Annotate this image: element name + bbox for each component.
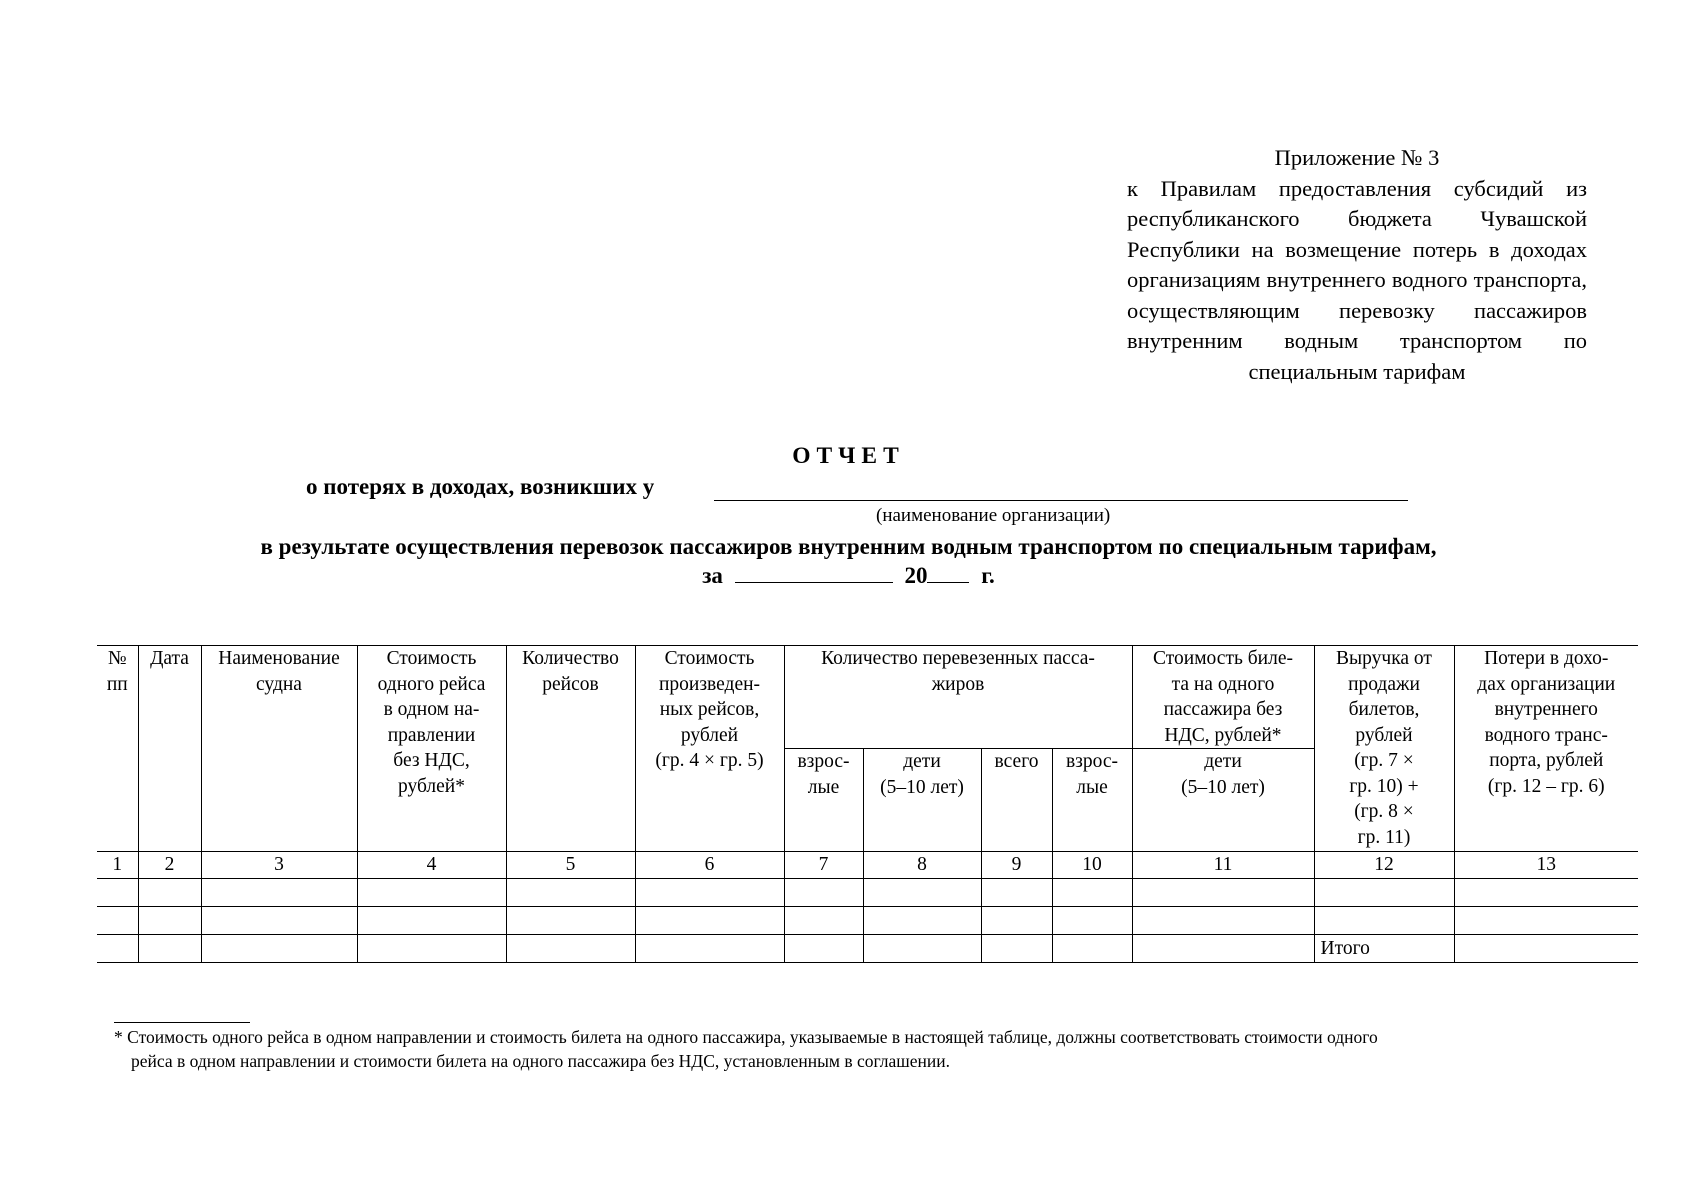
footnote-separator: [114, 1022, 250, 1023]
table-cell: [863, 907, 981, 935]
footnote-line-1: * Стоимость одного рейса в одном направлении и стоимость билета на одного пассажира, указываемые в настоящей таблице, должны соответствовать стоимости одного: [114, 1027, 1378, 1047]
table-cell: [1454, 907, 1638, 935]
table-cell: [981, 907, 1052, 935]
column-number: 5: [506, 852, 635, 879]
header-number: № пп: [97, 646, 138, 852]
table-cell: [1052, 935, 1132, 963]
header-ticket-children: дети (5–10 лет): [1132, 749, 1314, 852]
footnote: [114, 1025, 1594, 1073]
table-cell: [1132, 935, 1314, 963]
column-numbers-row: [97, 852, 1638, 879]
footnote-line-2: рейса в одном направлении и стоимости билета на одного пассажира без НДС, установленным в соглашении.: [131, 1051, 951, 1071]
period-prefix: за: [702, 563, 723, 588]
header-losses: Потери в дохо- дах организации внутреннего водного транс- порта, рублей (гр. 12 – гр. 6): [1454, 646, 1638, 852]
column-number: 1: [97, 852, 138, 879]
table-cell: [357, 907, 506, 935]
table-cell: [97, 935, 138, 963]
appendix-title: Приложение № 3: [1274, 145, 1440, 170]
table-cell: [784, 879, 863, 907]
table-cell: [357, 879, 506, 907]
report-line1-text: о потерях в доходах, возникших у: [306, 474, 655, 499]
table-cell: [201, 879, 357, 907]
appendix-block: [1127, 143, 1587, 387]
table-cell: [635, 879, 784, 907]
table-row: [97, 879, 1638, 907]
table-row: [97, 907, 1638, 935]
column-number: 7: [784, 852, 863, 879]
table-cell: [635, 935, 784, 963]
column-number: 13: [1454, 852, 1638, 879]
table-cell: [1314, 907, 1454, 935]
header-trip-count: Количество рейсов: [506, 646, 635, 852]
table-cell: [138, 907, 201, 935]
table-cell: [1132, 879, 1314, 907]
table-cell: [1132, 907, 1314, 935]
period-year: 20: [904, 563, 928, 588]
column-number: 3: [201, 852, 357, 879]
organization-blank: [714, 500, 1408, 501]
table-cell: [635, 907, 784, 935]
report-period: [702, 563, 995, 589]
table-cell: [201, 935, 357, 963]
report-period-line: [0, 563, 1697, 589]
header-vessel-name: Наименование судна: [201, 646, 357, 852]
table-header-row-1: [97, 646, 1638, 749]
table-cell: [981, 879, 1052, 907]
header-trip-cost: Стоимость одного рейса в одном на- правлении без НДС, рублей*: [357, 646, 506, 852]
period-blank: [735, 564, 893, 583]
column-number: 12: [1314, 852, 1454, 879]
table-cell: [357, 935, 506, 963]
table-cell: [506, 879, 635, 907]
header-passengers-children: дети (5–10 лет): [863, 749, 981, 852]
header-trips-total-cost: Стоимость произведен- ных рейсов, рублей (гр. 4 × гр. 5): [635, 646, 784, 852]
column-number: 9: [981, 852, 1052, 879]
column-number: 6: [635, 852, 784, 879]
table-cell: [138, 935, 201, 963]
total-losses-cell: [1454, 935, 1638, 963]
header-passengers-total: всего: [981, 749, 1052, 852]
header-ticket-cost-group: Стоимость биле- та на одного пассажира без НДС, рублей*: [1132, 646, 1314, 749]
total-label: Итого: [1314, 935, 1454, 963]
table-cell: [1052, 879, 1132, 907]
organization-caption: (наименование организации): [876, 505, 1111, 526]
table-cell: [784, 907, 863, 935]
header-ticket-adults: взрос- лые: [1052, 749, 1132, 852]
table-cell: [506, 907, 635, 935]
column-number: 10: [1052, 852, 1132, 879]
table-cell: [863, 935, 981, 963]
table-cell: [1314, 879, 1454, 907]
appendix-body: к Правилам предоставления субсидий из республиканского бюджета Чувашской Республики на возмещение потерь в доходах организациям внутреннего водного транспорта, осуществляющим перевозку пассажиров внутренним водным транспортом по специальным тарифам: [1127, 175, 1587, 384]
header-passengers-group: Количество перевезенных пасса- жиров: [784, 646, 1132, 749]
table-cell: [201, 907, 357, 935]
header-revenue: Выручка от продажи билетов, рублей (гр. 7 × гр. 10) + (гр. 8 × гр. 11): [1314, 646, 1454, 852]
table-cell: [97, 907, 138, 935]
table-cell: [1052, 907, 1132, 935]
table-cell: [506, 935, 635, 963]
header-date: Дата: [138, 646, 201, 852]
report-line2: в результате осуществления перевозок пассажиров внутренним водным транспортом по специальным тарифам,: [260, 534, 1437, 559]
header-passengers-adults: взрос- лые: [784, 749, 863, 852]
year-blank: [927, 564, 969, 583]
table-cell: [138, 879, 201, 907]
table-cell: [1454, 879, 1638, 907]
period-suffix: г.: [981, 563, 995, 588]
table-cell: [981, 935, 1052, 963]
column-number: 11: [1132, 852, 1314, 879]
report-title: ОТЧЕТ: [792, 443, 905, 469]
table-cell: [97, 879, 138, 907]
column-number: 2: [138, 852, 201, 879]
column-number: 4: [357, 852, 506, 879]
column-number: 8: [863, 852, 981, 879]
table-cell: [784, 935, 863, 963]
report-table: [97, 645, 1638, 963]
total-row: [97, 935, 1638, 963]
table-cell: [863, 879, 981, 907]
